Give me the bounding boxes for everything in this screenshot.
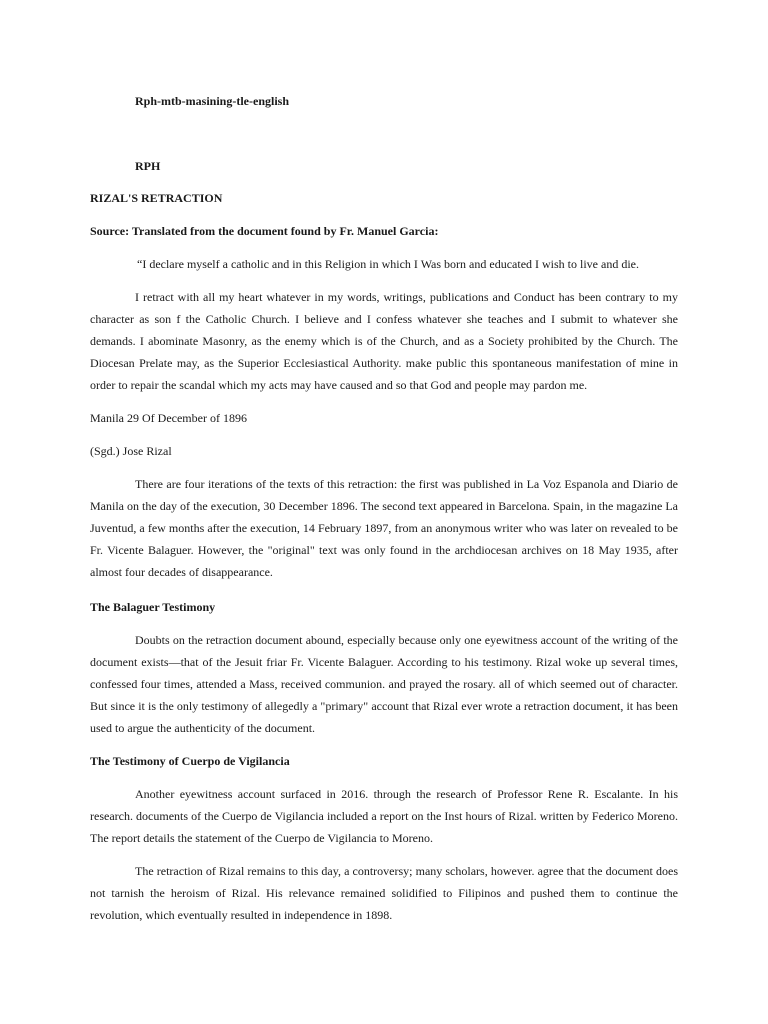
document-title: Rph-mtb-masining-tle-english — [135, 94, 290, 108]
balaguer-heading: The Balaguer Testimony — [90, 600, 216, 614]
vigilancia-paragraph: Another eyewitness account surfaced in 2016. through the research of Professor Rene R. Escalante. In his research. documents of the Cuerpo de Vigilancia included a report on the Inst hours of Rizal. written by Federico Moreno. The report details the statement of the Cuerpo de Vigilancia to Moreno. — [90, 787, 678, 845]
quote-line: “I declare myself a catholic and in this Religion in which I Was born and educated I wish to live and die. — [137, 257, 639, 271]
retraction-heading: RIZAL'S RETRACTION — [90, 191, 223, 205]
balaguer-paragraph: Doubts on the retraction document abound, especially because only one eyewitness account of the writing of the document exists—that of the Jesuit friar Fr. Vicente Balaguer. According to his testimony. Rizal woke up several times, confessed four times, attended a Mass, received communion. and prayed the rosary. all of which seemed out of character. But since it is the only testimony of allegedly a "primary" account that Rizal ever wrote a retraction document, it has been used to argue the authenticity of the document. — [90, 633, 678, 735]
vigilancia-heading: The Testimony of Cuerpo de Vigilancia — [90, 754, 290, 768]
source-heading: Source: Translated from the document found by Fr. Manuel Garcia: — [90, 224, 439, 238]
retraction-paragraph: I retract with all my heart whatever in my words, writings, publications and Conduct has been contrary to my character as son f the Catholic Church. I believe and I confess whatever she teaches and I submit to whatever she demands. I abominate Masonry, as the enemy which is of the Church, and as a Society prohibited by the Church. The Diocesan Prelate may, as the Superior Ecclesiastical Authority. make public this spontaneous manifestation of mine in order to repair the scandal which my acts may have caused and so that God and people may pardon me. — [90, 290, 678, 392]
iterations-paragraph: There are four iterations of the texts of this retraction: the first was published in La Voz Espanola and Diario de Manila on the day of the execution, 30 December 1896. The second text appeared in Barcelona. Spain, in the magazine La Juventud, a few months after the execution, 14 February 1897, from an anonymous writer who was later on revealed to be Fr. Vicente Balaguer. However, the "original" text was only found in the archdiocesan archives on 18 May 1935, after almost four decades of disappearance. — [90, 477, 678, 579]
date-line: Manila 29 Of December of 1896 — [90, 411, 247, 425]
signature-line: (Sgd.) Jose Rizal — [90, 444, 172, 458]
conclusion-paragraph: The retraction of Rizal remains to this day, a controversy; many scholars, however. agree that the document does not tarnish the heroism of Rizal. His relevance remained solidified to Filipinos and pushed them to continue the revolution, which eventually resulted in independence in 1898. — [90, 864, 678, 922]
rph-label: RPH — [135, 159, 161, 173]
